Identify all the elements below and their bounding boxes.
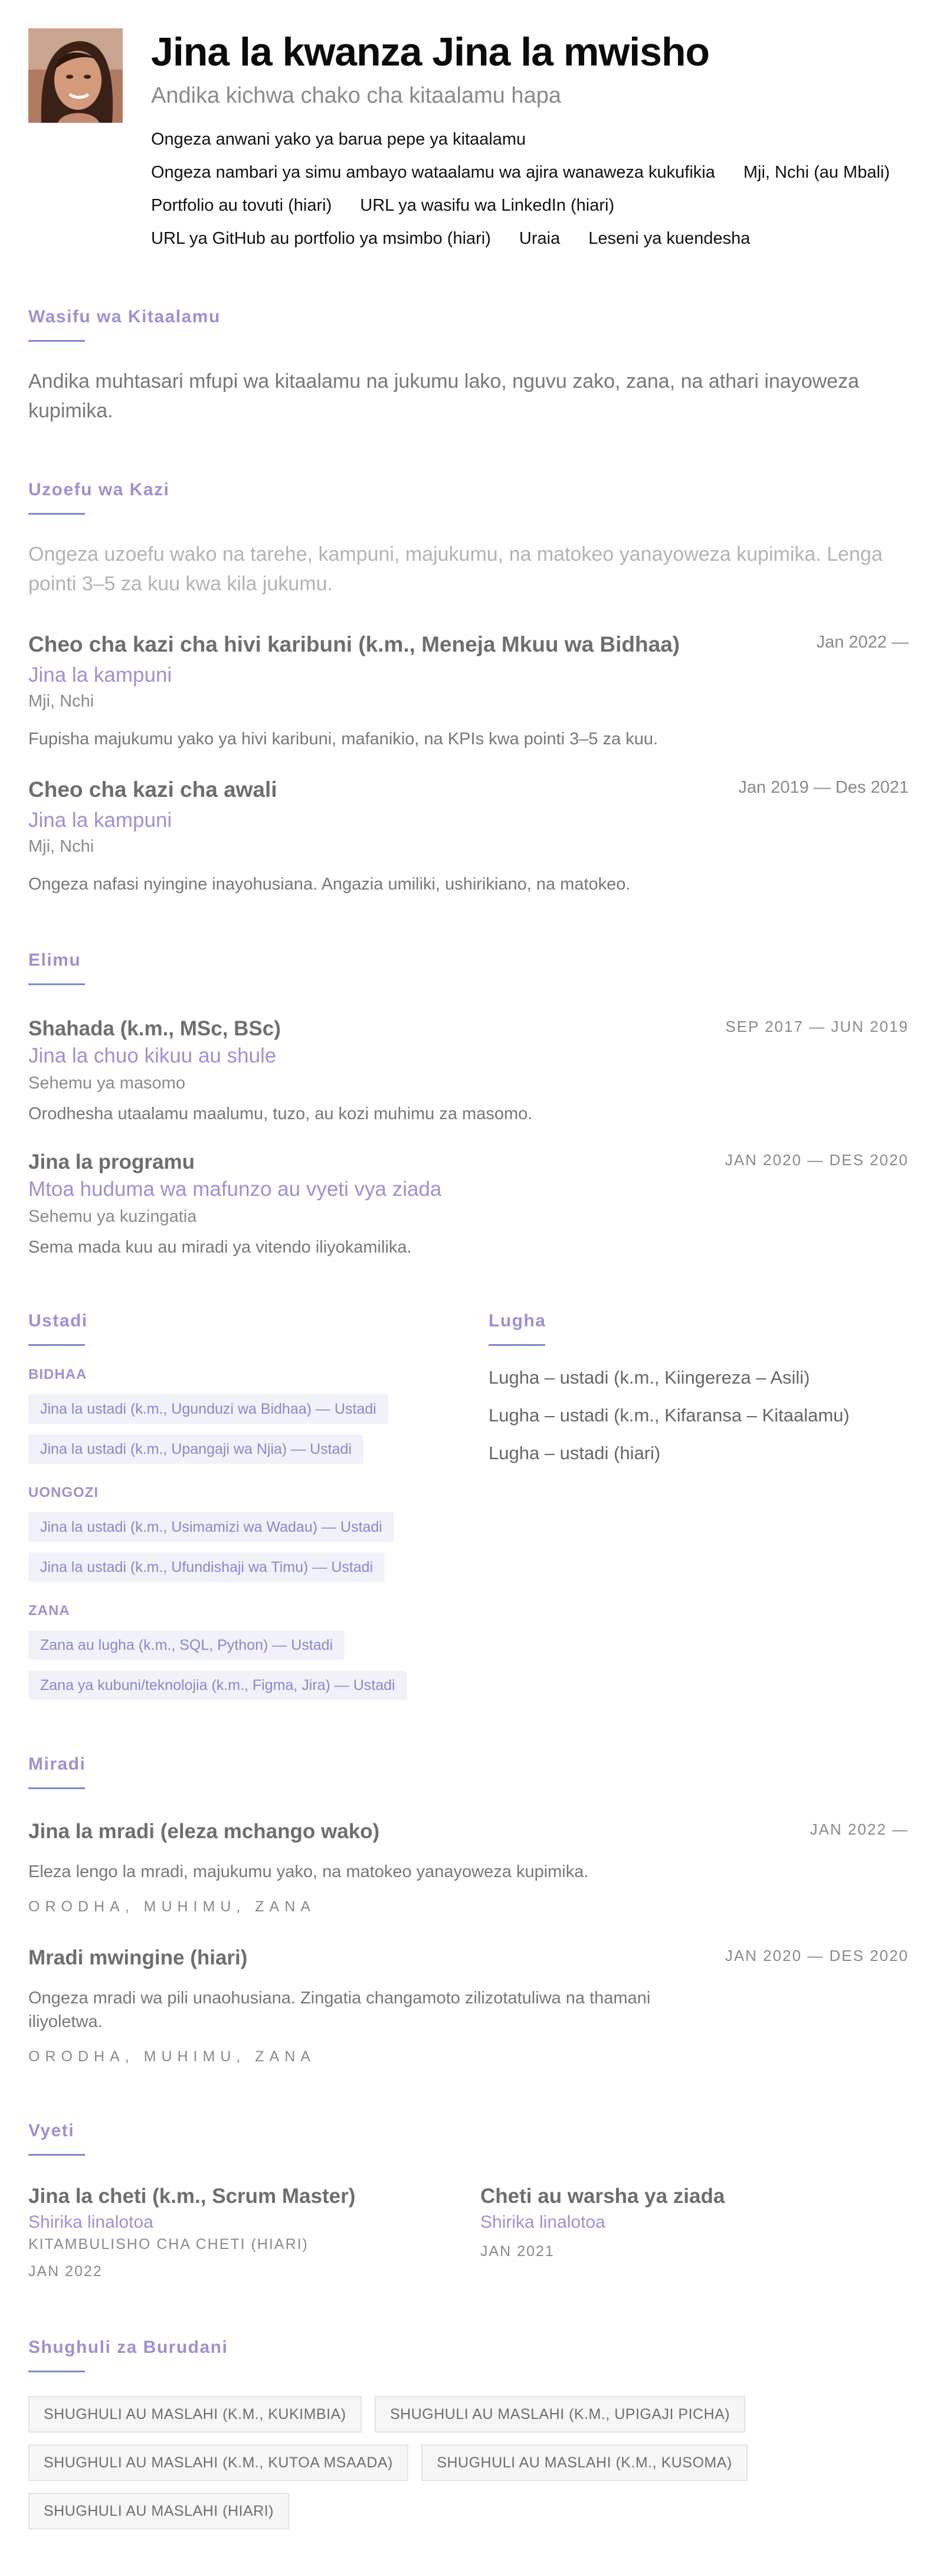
project-description: Eleza lengo la mradi, majukumu yako, na matokeo yanayoweza kupimika. <box>28 1862 589 1881</box>
skill-chip-row <box>28 1552 489 1582</box>
project-description: Ongeza mradi wa pili unaohusiana. Zingatia changamoto zilizotatuliwa na thamani iliyoletwa. <box>28 1989 651 2031</box>
skill-chip-row <box>28 1434 489 1464</box>
skill-chip: Jina la ustadi (k.m., Upangaji wa Njia) — Ustadi <box>28 1434 363 1464</box>
skill-category: ZANA <box>28 1603 70 1619</box>
skill-chip-row <box>28 1630 489 1660</box>
section-title-summary: Wasifu wa Kitaalamu <box>28 307 221 326</box>
job-date: Jan 2022 — <box>816 633 909 652</box>
project-tags: ORODHA, MUHIMU, ZANA <box>28 1898 316 1915</box>
contact-row-extra <box>151 229 909 248</box>
job-title: Cheo cha kazi cha hivi karibuni (k.m., Meneja Mkuu wa Bidhaa) <box>28 632 680 656</box>
skill-chip: Jina la ustadi (k.m., Ufundishaji wa Timu) — Ustadi <box>28 1552 385 1582</box>
education-date: SEP 2017 — JUN 2019 <box>725 1018 909 1035</box>
contact-github-link[interactable]: URL ya GitHub au portfolio ya msimbo (hiari) <box>151 229 491 248</box>
summary-section <box>28 307 909 426</box>
section-title-languages: Lugha <box>489 1311 546 1331</box>
interest-chip: SHUGHULI AU MASLAHI (K.M., KUKIMBIA) <box>28 2396 362 2433</box>
interest-chip: SHUGHULI AU MASLAHI (K.M., UPIGAJI PICHA) <box>375 2396 745 2433</box>
resume-header <box>28 0 909 248</box>
education-description: Sema mada kuu au miradi ya vitendo iliyokamilika. <box>28 1238 412 1257</box>
section-divider <box>28 1344 85 1346</box>
skills-section <box>28 1311 489 1700</box>
language-item: Lugha – ustadi (k.m., Kiingereza – Asili) <box>489 1367 810 1388</box>
experience-section <box>28 480 909 896</box>
project-name: Jina la mradi (eleza mchango wako) <box>28 1820 380 1843</box>
skill-chip-row <box>28 1394 489 1424</box>
languages-section <box>489 1311 909 1700</box>
contact-email[interactable]: Ongeza anwani yako ya barua pepe ya kitaalamu <box>151 130 526 149</box>
certification-id: KITAMBULISHO CHA CHETI (HIARI) <box>28 2236 309 2253</box>
skill-chip: Zana au lugha (k.m., SQL, Python) — Ustadi <box>28 1630 345 1660</box>
section-title-education: Elimu <box>28 950 81 970</box>
experience-entry <box>28 632 909 751</box>
interest-chip: SHUGHULI AU MASLAHI (K.M., KUSOMA) <box>421 2444 747 2481</box>
section-divider <box>28 513 85 515</box>
certifications-row <box>28 2184 909 2281</box>
contact-row-phone <box>151 163 909 182</box>
section-title-interests: Shughuli za Burudani <box>28 2338 228 2357</box>
contact-row-email <box>151 130 909 149</box>
contact-row-links <box>151 196 909 215</box>
skill-category: UONGOZI <box>28 1485 99 1501</box>
language-item: Lugha – ustadi (hiari) <box>489 1443 661 1463</box>
job-description: Ongeza nafasi nyingine inayohusiana. Angazia umiliki, ushirikiano, na matokeo. <box>28 875 631 894</box>
school-name: Jina la chuo kikuu au shule <box>28 1044 277 1067</box>
section-divider <box>489 1344 545 1346</box>
avatar <box>28 28 123 123</box>
education-date: JAN 2020 — DES 2020 <box>725 1151 909 1169</box>
project-tags: ORODHA, MUHIMU, ZANA <box>28 2048 316 2065</box>
header-main <box>151 28 909 248</box>
job-title: Cheo cha kazi cha awali <box>28 777 277 802</box>
job-location: Mji, Nchi <box>28 692 94 711</box>
certification-name: Jina la cheti (k.m., Scrum Master) <box>28 2185 356 2208</box>
summary-text: Andika muhtasari mfupi wa kitaalamu na jukumu lako, nguvu zako, zana, na athari inayoweza kupimika. <box>28 370 859 422</box>
section-divider <box>28 2154 85 2156</box>
skill-chip: Jina la ustadi (k.m., Ugunduzi wa Bidhaa) — Ustadi <box>28 1394 388 1424</box>
interest-chip: SHUGHULI AU MASLAHI (HIARI) <box>28 2493 289 2529</box>
experience-entry <box>28 777 909 896</box>
section-divider <box>28 2371 85 2372</box>
certification-entry <box>28 2184 480 2281</box>
certification-entry <box>480 2184 909 2281</box>
project-name: Mradi mwingine (hiari) <box>28 1946 248 1969</box>
job-company: Jina la kampuni <box>28 809 172 832</box>
skill-chip: Zana ya kubuni/teknolojia (k.m., Figma, Jira) — Ustadi <box>28 1671 407 1700</box>
skills-languages-row <box>28 1311 909 1700</box>
certification-issuer: Shirika linalotoa <box>480 2212 605 2232</box>
education-section <box>28 950 909 1259</box>
interest-row <box>28 2444 909 2481</box>
skill-chip-row <box>28 1512 489 1542</box>
skill-chip-row <box>28 1671 489 1700</box>
projects-section <box>28 1754 909 2065</box>
certification-date: JAN 2022 <box>28 2263 103 2280</box>
contact-location: Mji, Nchi (au Mbali) <box>743 163 890 182</box>
section-title-certifications: Vyeti <box>28 2121 75 2140</box>
avatar-photo-icon <box>28 28 123 123</box>
certification-issuer: Shirika linalotoa <box>28 2212 153 2232</box>
section-divider <box>28 1787 85 1789</box>
contact-citizenship: Uraia <box>519 229 561 248</box>
contact-driving-license: Leseni ya kuendesha <box>588 229 751 248</box>
project-date: JAN 2022 — <box>810 1820 909 1838</box>
interest-row <box>28 2396 909 2433</box>
job-location: Mji, Nchi <box>28 837 94 856</box>
project-date: JAN 2020 — DES 2020 <box>725 1947 909 1964</box>
field-of-study: Sehemu ya masomo <box>28 1074 185 1093</box>
contact-portfolio-link[interactable]: Portfolio au tovuti (hiari) <box>151 196 332 215</box>
section-title-projects: Miradi <box>28 1754 86 1774</box>
interest-chip: SHUGHULI AU MASLAHI (K.M., KUTOA MSAADA) <box>28 2444 408 2481</box>
professional-headline: Andika kichwa chako cha kitaalamu hapa <box>151 83 561 108</box>
education-entry <box>28 1016 909 1126</box>
certifications-section <box>28 2121 909 2281</box>
education-description: Orodhesha utaalamu maalumu, tuzo, au kozi muhimu za masomo. <box>28 1104 533 1123</box>
contact-linkedin-link[interactable]: URL ya wasifu wa LinkedIn (hiari) <box>360 196 615 215</box>
degree-title: Jina la programu <box>28 1150 195 1173</box>
full-name: Jina la kwanza Jina la mwisho <box>151 30 710 74</box>
project-entry <box>28 1945 909 2065</box>
contact-phone[interactable]: Ongeza nambari ya simu ambayo wataalamu wa ajira wanaweza kukufikia <box>151 163 715 182</box>
degree-title: Shahada (k.m., MSc, BSc) <box>28 1017 281 1040</box>
project-entry <box>28 1819 909 1915</box>
skill-category: BIDHAA <box>28 1367 87 1382</box>
section-title-skills: Ustadi <box>28 1311 88 1331</box>
certification-name: Cheti au warsha ya ziada <box>480 2185 725 2208</box>
section-title-experience: Uzoefu wa Kazi <box>28 480 170 499</box>
certification-date: JAN 2021 <box>480 2243 555 2260</box>
section-divider <box>28 983 85 985</box>
field-of-study: Sehemu ya kuzingatia <box>28 1207 197 1226</box>
skill-chip: Jina la ustadi (k.m., Usimamizi wa Wadau) — Ustadi <box>28 1512 394 1542</box>
interests-section <box>28 2338 909 2529</box>
job-description: Fupisha majukumu yako ya hivi karibuni, mafanikio, na KPIs kwa pointi 3–5 za kuu. <box>28 730 658 748</box>
education-entry <box>28 1149 909 1259</box>
language-item: Lugha – ustadi (k.m., Kifaransa – Kitaalamu) <box>489 1405 850 1426</box>
experience-hint: Ongeza uzoefu wako na tarehe, kampuni, majukumu, na matokeo yanayoweza kupimika. Lenga pointi 3–5 za kuu kwa kila jukumu. <box>28 543 883 595</box>
job-date: Jan 2019 — Des 2021 <box>738 778 909 797</box>
job-company: Jina la kampuni <box>28 663 172 687</box>
interest-row <box>28 2493 909 2529</box>
school-name: Mtoa huduma wa mafunzo au vyeti vya ziada <box>28 1178 442 1201</box>
section-divider <box>28 340 85 342</box>
